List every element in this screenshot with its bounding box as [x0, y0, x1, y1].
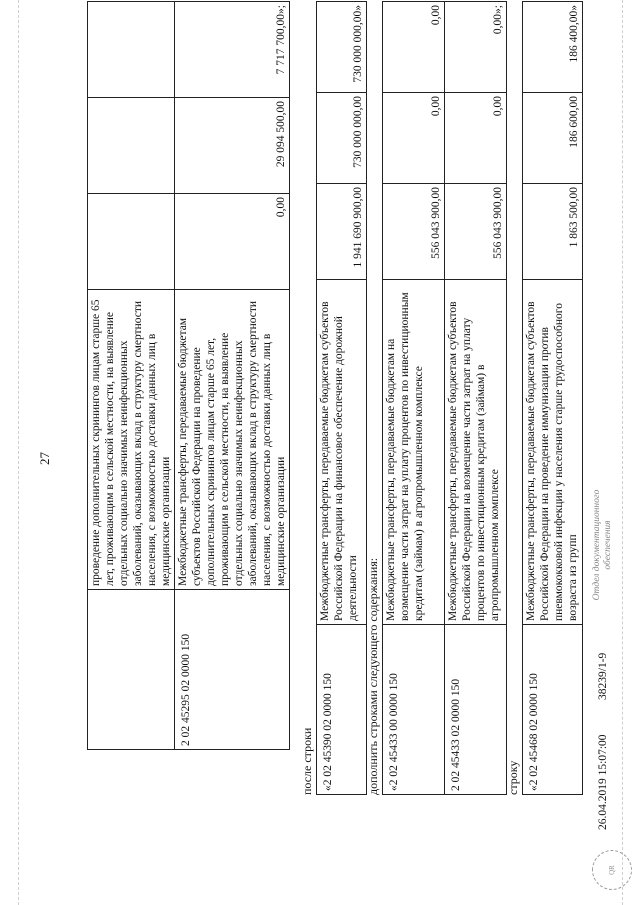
amount-year-3: 186 400,00»	[523, 2, 583, 93]
budget-code: «2 02 45390 02 0000 150	[317, 625, 367, 795]
amount-year-2: 186 600,00	[523, 93, 583, 184]
page-number: 27	[37, 452, 52, 465]
table-row	[317, 2, 367, 795]
qr-stamp-icon: QR	[592, 850, 632, 890]
amount-year-3: 7 717 700,00»;	[175, 2, 290, 98]
budget-table-added	[382, 1, 507, 795]
footer-date: 26.04.2019 15:07:00	[597, 734, 609, 830]
budget-description: Межбюджетные трансферты, передаваемые бюджетам субъектов Российской Федерации на возмещение части затрат на уплату процентов по инвестиционным кредитам (займам) в агропромышленном комплексе	[445, 280, 507, 625]
amount-year-1: 556 043 900,00	[383, 184, 445, 280]
budget-table-after	[316, 1, 367, 795]
amount-year-2	[88, 98, 175, 194]
amount-year-2: 730 000 000,00	[317, 93, 367, 184]
table-row	[88, 2, 175, 750]
amount-year-2: 0,00	[383, 93, 445, 184]
budget-code: 2 02 45433 02 0000 150	[445, 625, 507, 795]
caption-row: строку	[506, 760, 520, 795]
caption-after-line: после строки	[300, 727, 314, 795]
budget-description: Межбюджетные трансферты, передаваемые бюджетам субъектов Российской Федерации на проведение иммунизации против пневмококковой инфекции у населения старше трудоспособного возраста из групп	[523, 280, 583, 625]
budget-code: 2 02 45295 02 0000 150	[175, 590, 290, 750]
amount-year-3: 0,00	[383, 2, 445, 93]
amount-year-1: 1 863 500,00	[523, 184, 583, 280]
amount-year-1: 556 043 900,00	[445, 184, 507, 280]
amount-year-1: 1 941 690 900,00	[317, 184, 367, 280]
budget-code: «2 02 45468 02 0000 150	[523, 625, 583, 795]
amount-year-2: 0,00	[445, 93, 507, 184]
table-row	[383, 2, 445, 795]
page-edge-bottom	[622, 0, 623, 905]
amount-year-2: 29 094 500,00	[175, 98, 290, 194]
amount-year-3	[88, 2, 175, 98]
budget-description: Межбюджетные трансферты, передаваемые бюджетам субъектов Российской Федерации на финансовое обеспечение дорожной деятельности	[317, 280, 367, 625]
table-row	[445, 2, 507, 795]
caption-add-lines: дополнить строками следующего содержания:	[366, 557, 380, 795]
table-row	[175, 2, 290, 750]
budget-table-continued	[87, 1, 290, 750]
budget-description: Межбюджетные трансферты, передаваемые бюджетам субъектов Российской Федерации на проведение дополнительных скринингов лицам старше 65 лет, проживающим в сельской местности, на выявление отдельных социально значимых неинфекционных заболеваний, оказывающих вклад в структуру смертности населения, с возможностью доставки данных лиц в медицинские организации	[175, 290, 290, 590]
budget-table-last	[522, 1, 583, 795]
footer-department: Отдел документационного обеспечения	[592, 489, 613, 601]
footer-doc-number: 38239/1-9	[597, 652, 609, 700]
budget-code: «2 02 45433 00 0000 150	[383, 625, 445, 795]
amount-year-1	[88, 194, 175, 290]
budget-description: проведение дополнительных скринингов лицам старше 65 лет, проживающим в сельской местности, на выявление отдельных социально значимых неинфекционных заболеваний, оказывающих вклад в структуру смертности населения, с возможностью доставки данных лиц в медицинские организации	[88, 290, 175, 590]
budget-description: Межбюджетные трансферты, передаваемые бюджетам на возмещение части затрат на уплату процентов по инвестиционным кредитам (займам) в агропромышленном комплексе	[383, 280, 445, 625]
table-row	[523, 2, 583, 795]
budget-code	[88, 590, 175, 750]
amount-year-3: 730 000 000,00»	[317, 2, 367, 93]
amount-year-3: 0,00»;	[445, 2, 507, 93]
amount-year-1: 0,00	[175, 194, 290, 290]
page-edge-top	[18, 0, 19, 905]
